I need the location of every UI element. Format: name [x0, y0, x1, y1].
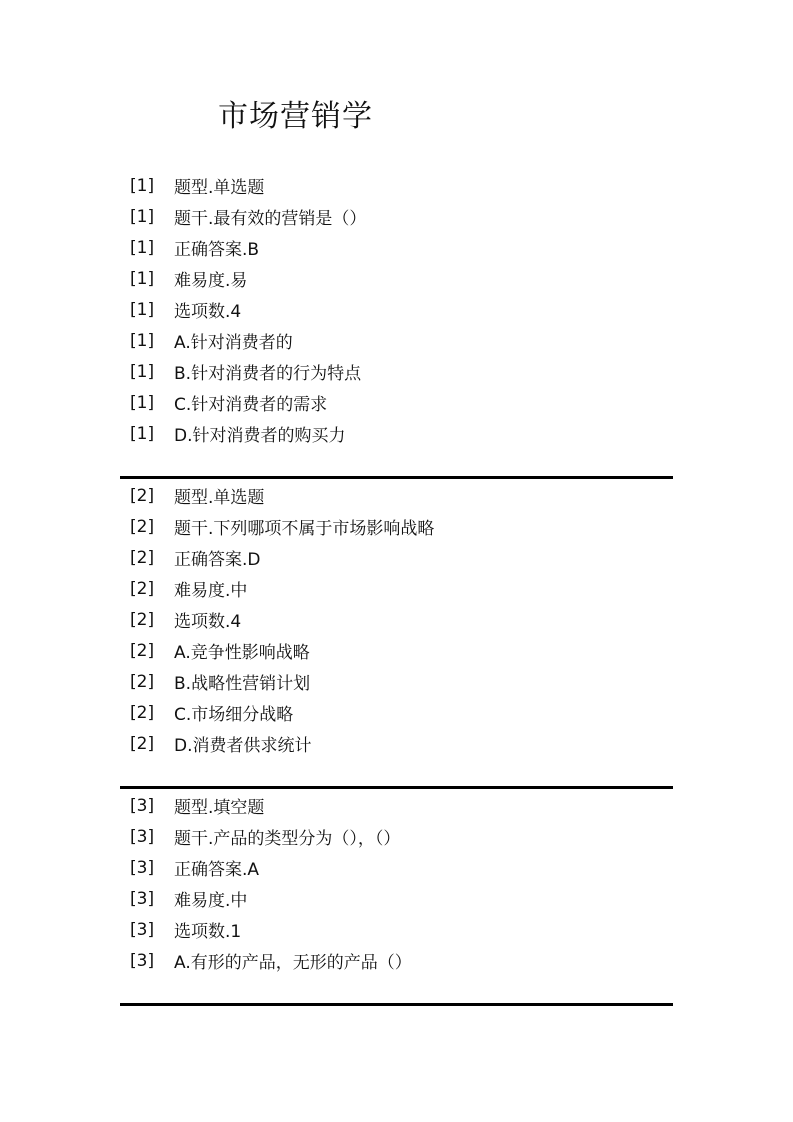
question-field-text: 选项数.4 [174, 302, 242, 322]
question-number: [1] [130, 392, 155, 413]
question-block [120, 786, 673, 1006]
question-number: [2] [130, 640, 155, 661]
question-field-text: 题型.单选题 [174, 488, 265, 508]
question-number: [1] [130, 299, 155, 320]
question-line [120, 170, 673, 201]
question-field-text: D.针对消费者的购买力 [174, 426, 346, 446]
question-line [120, 263, 673, 294]
question-number: [2] [130, 609, 155, 630]
question-number: [1] [130, 423, 155, 444]
question-field-text: 难易度.中 [174, 891, 248, 911]
question-number: [3] [130, 888, 155, 909]
question-field-text: 正确答案.A [174, 860, 260, 880]
question-line [120, 914, 673, 945]
question-line [120, 728, 673, 759]
question-line [120, 511, 673, 542]
question-field-text: A.竞争性影响战略 [174, 643, 310, 663]
question-line [120, 418, 673, 449]
question-field-text: B.针对消费者的行为特点 [174, 364, 362, 384]
question-line [120, 790, 673, 821]
question-line [120, 325, 673, 356]
question-number: [2] [130, 702, 155, 723]
question-line [120, 852, 673, 883]
question-list [120, 170, 673, 1006]
question-field-text: 选项数.1 [174, 922, 242, 942]
question-field-text: 正确答案.D [174, 550, 261, 570]
question-field-text: 题干.产品的类型分为（），（） [174, 829, 401, 849]
question-number: [3] [130, 950, 155, 971]
question-field-text: A.有形的产品，无形的产品（） [174, 953, 412, 973]
question-field-text: 正确答案.B [174, 240, 260, 260]
question-field-text: 题型.单选题 [174, 178, 265, 198]
question-line [120, 232, 673, 263]
question-field-text: 题干.最有效的营销是（） [174, 209, 367, 229]
question-line [120, 480, 673, 511]
document-title: 市场营销学 [218, 99, 373, 134]
question-line [120, 945, 673, 976]
question-line [120, 635, 673, 666]
question-number: [2] [130, 547, 155, 568]
question-line [120, 666, 673, 697]
question-number: [2] [130, 671, 155, 692]
question-number: [2] [130, 485, 155, 506]
question-field-text: C.针对消费者的需求 [174, 395, 328, 415]
question-number: [3] [130, 919, 155, 940]
question-line [120, 356, 673, 387]
question-field-text: D.消费者供求统计 [174, 736, 312, 756]
question-line [120, 387, 673, 418]
question-number: [1] [130, 206, 155, 227]
question-field-text: A.针对消费者的 [174, 333, 293, 353]
question-line [120, 883, 673, 914]
question-number: [1] [130, 237, 155, 258]
question-field-text: 难易度.易 [174, 271, 248, 291]
question-field-text: 题干.下列哪项不属于市场影响战略 [174, 519, 435, 539]
question-line [120, 542, 673, 573]
question-block [120, 170, 673, 476]
question-number: [3] [130, 857, 155, 878]
question-number: [3] [130, 826, 155, 847]
question-field-text: B.战略性营销计划 [174, 674, 311, 694]
question-field-text: 选项数.4 [174, 612, 242, 632]
question-number: [2] [130, 733, 155, 754]
question-field-text: 题型.填空题 [174, 798, 265, 818]
question-line [120, 573, 673, 604]
question-block [120, 476, 673, 786]
question-line [120, 604, 673, 635]
question-number: [3] [130, 795, 155, 816]
question-number: [1] [130, 330, 155, 351]
question-number: [2] [130, 516, 155, 537]
question-line [120, 201, 673, 232]
question-number: [1] [130, 361, 155, 382]
question-number: [1] [130, 175, 155, 196]
question-field-text: 难易度.中 [174, 581, 248, 601]
question-number: [2] [130, 578, 155, 599]
question-line [120, 821, 673, 852]
question-field-text: C.市场细分战略 [174, 705, 294, 725]
question-number: [1] [130, 268, 155, 289]
question-line [120, 294, 673, 325]
question-line [120, 697, 673, 728]
